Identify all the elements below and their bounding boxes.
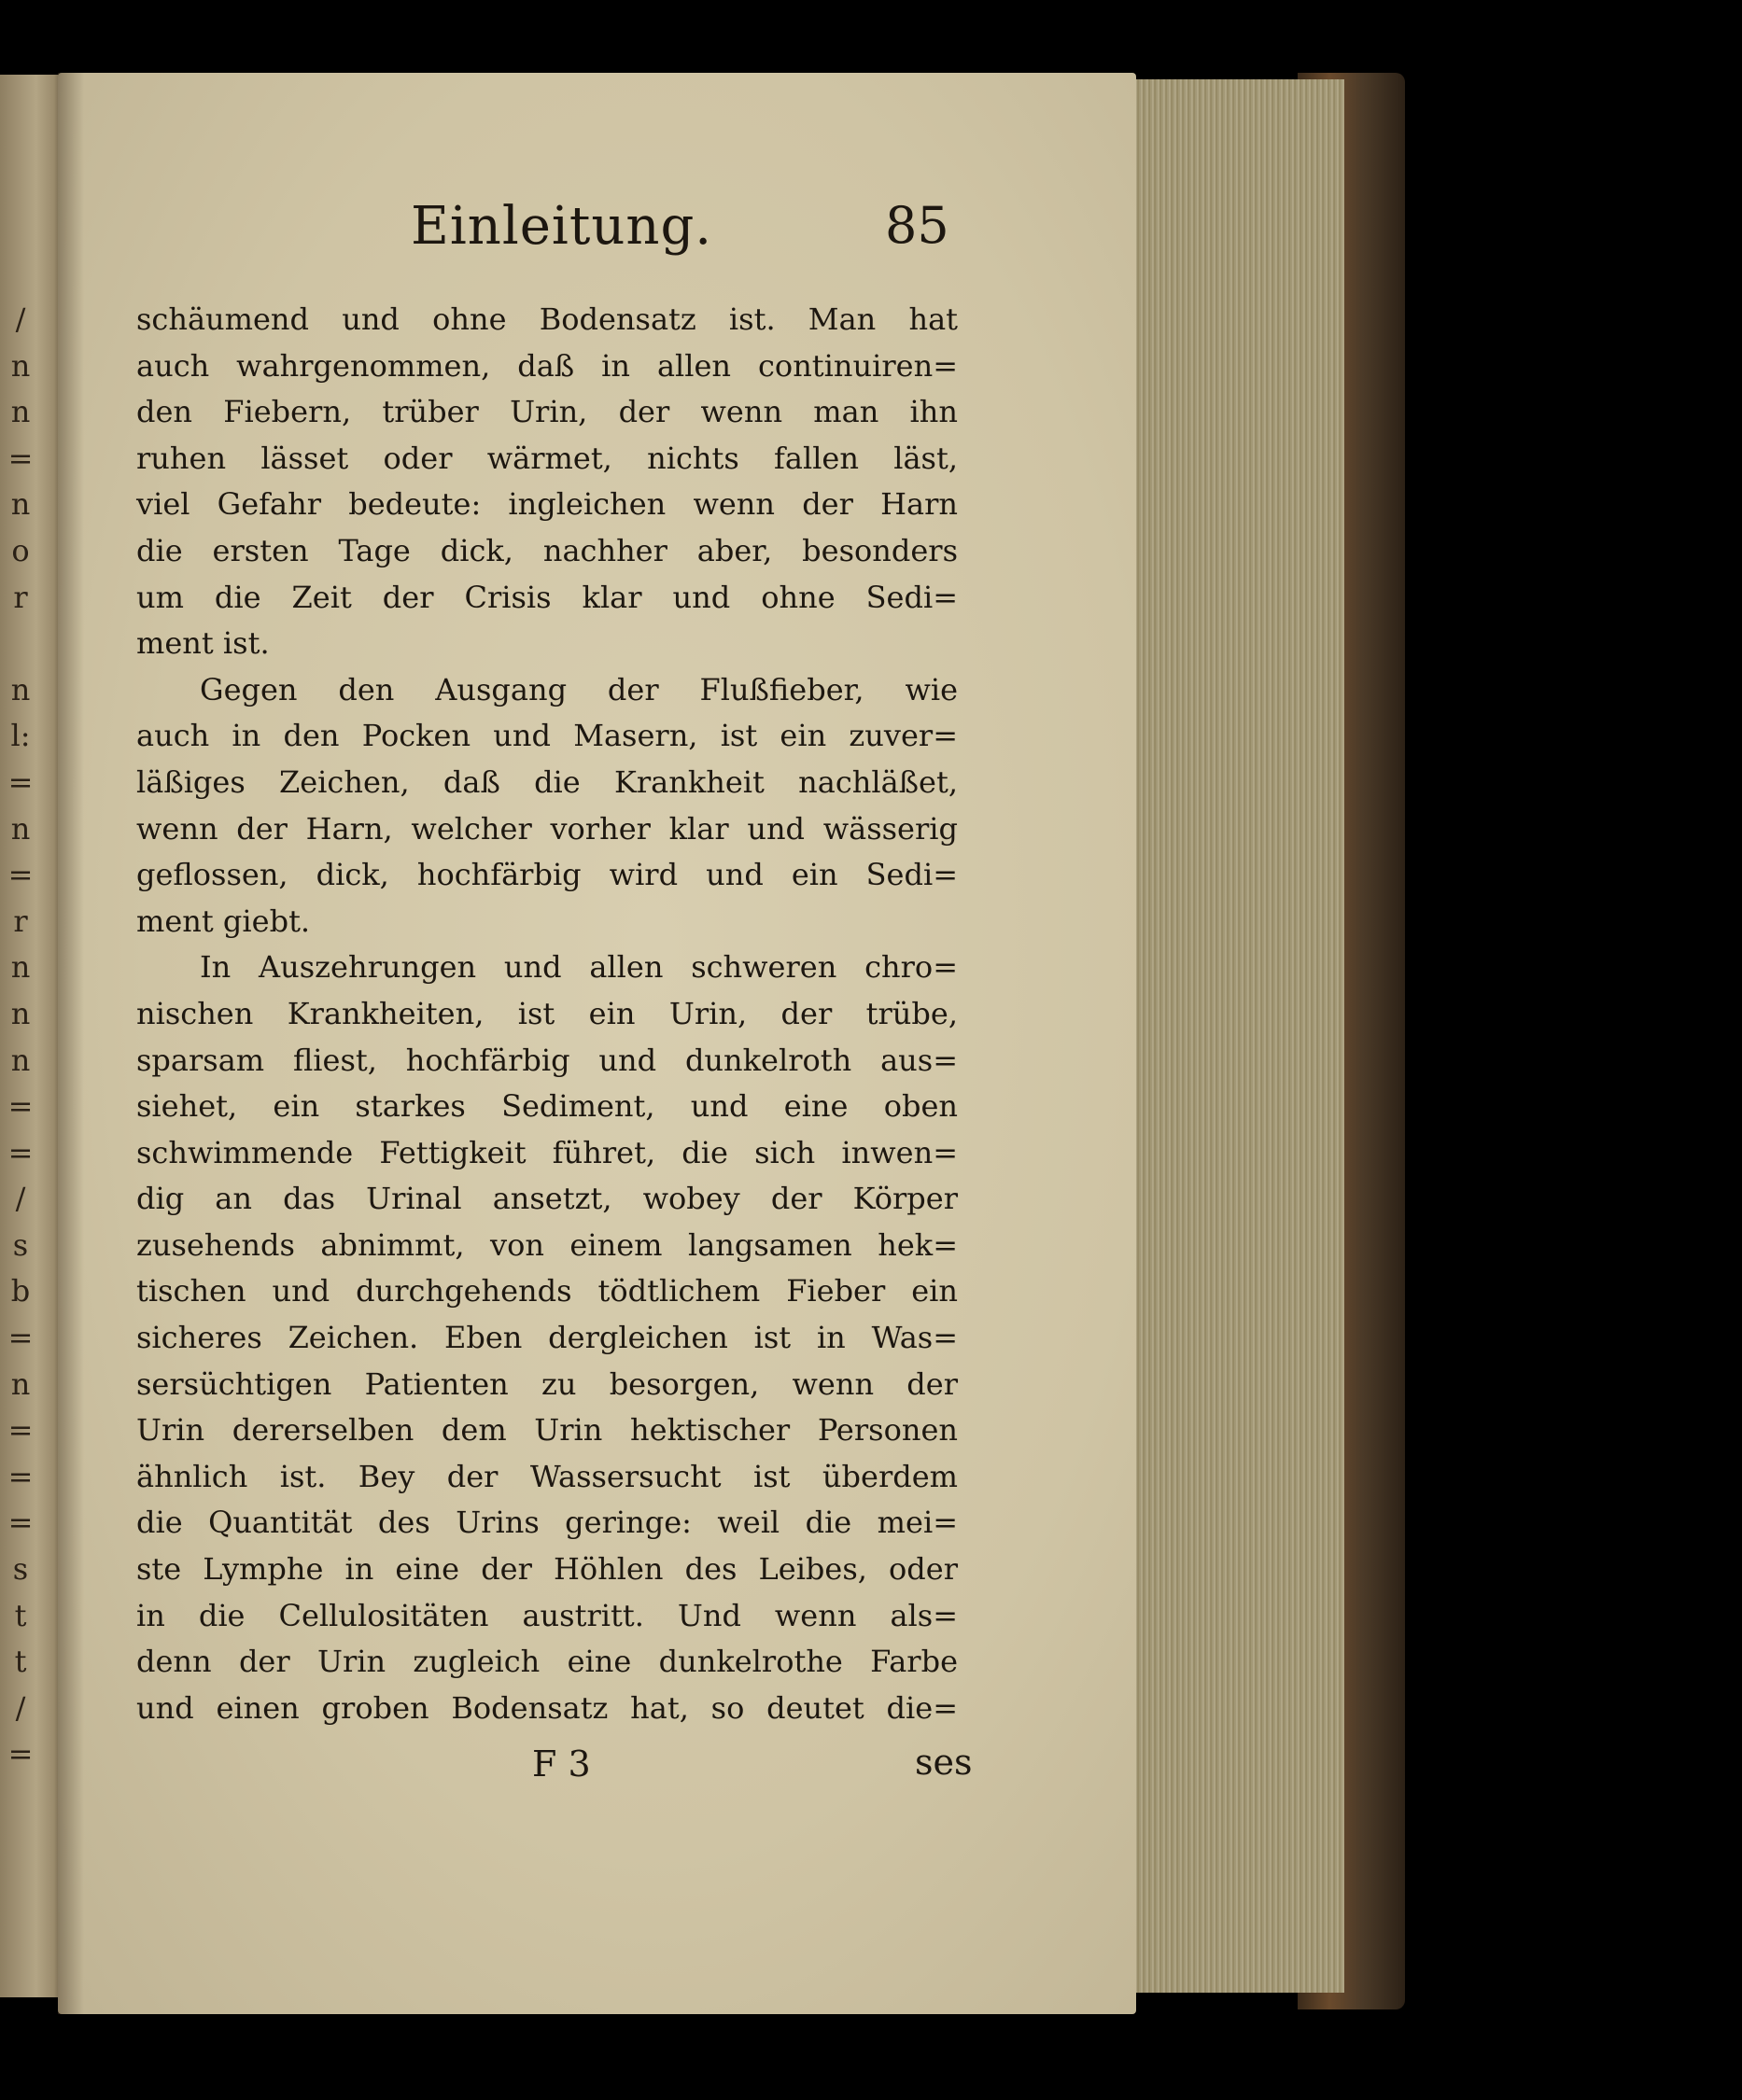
text-line: nischen Krankheiten, ist ein Urin, der trübe, bbox=[136, 995, 958, 1031]
left-page-char: s bbox=[12, 1551, 29, 1588]
gutter-shadow bbox=[58, 73, 84, 2014]
left-page-char: n bbox=[10, 1042, 31, 1078]
left-page-char: / bbox=[15, 1181, 26, 1217]
text-line: die ersten Tage dick, nachher aber, besonders bbox=[136, 532, 958, 568]
left-page-char: l: bbox=[10, 718, 31, 754]
left-page-char: t bbox=[14, 1644, 27, 1680]
text-line: ment ist. bbox=[136, 625, 270, 662]
body-text bbox=[136, 297, 958, 1731]
left-page-char: n bbox=[10, 347, 31, 384]
signature-mark: F 3 bbox=[532, 1743, 591, 1785]
left-page-char: n bbox=[10, 671, 31, 707]
text-line: ähnlich ist. Bey der Wassersucht ist überdem bbox=[136, 1458, 958, 1494]
text-line: Urin dererselben dem Urin hektischer Personen bbox=[136, 1412, 958, 1449]
text-line: Gegen den Ausgang der Flußfieber, wie bbox=[200, 671, 958, 707]
running-head: Einleitung. bbox=[411, 196, 713, 257]
left-page-char: n bbox=[10, 949, 31, 986]
left-page-clipped-text bbox=[2, 297, 39, 1778]
text-line: ment giebt. bbox=[136, 903, 311, 939]
page-block-edge bbox=[1134, 79, 1344, 1993]
left-page-char: n bbox=[10, 810, 31, 847]
text-line: sparsam fliest, hochfärbig und dunkelroth aus= bbox=[136, 1042, 958, 1078]
left-page-char: = bbox=[7, 1320, 34, 1356]
left-page-char: r bbox=[13, 579, 28, 615]
left-page-char: n bbox=[10, 394, 31, 430]
text-line: ste Lymphe in eine der Höhlen des Leibes, oder bbox=[136, 1551, 958, 1588]
text-line: läßiges Zeichen, daß die Krankheit nachläßet, bbox=[136, 763, 958, 800]
left-page-char: s bbox=[12, 1226, 29, 1263]
text-line: den Fiebern, trüber Urin, der wenn man ihn bbox=[136, 394, 958, 430]
text-line: dig an das Urinal ansetzt, wobey der Körper bbox=[136, 1181, 958, 1217]
text-line: tischen und durchgehends tödtlichem Fieber ein bbox=[136, 1273, 958, 1309]
text-line: und einen groben Bodensatz hat, so deutet die= bbox=[136, 1689, 958, 1726]
text-line: um die Zeit der Crisis klar und ohne Sedi= bbox=[136, 579, 958, 615]
left-page-char: = bbox=[7, 1505, 34, 1541]
left-page-char: = bbox=[7, 1458, 34, 1494]
text-line: schäumend und ohne Bodensatz ist. Man hat bbox=[136, 301, 958, 337]
text-line: zusehends abnimmt, von einem langsamen hek= bbox=[136, 1226, 958, 1263]
left-page-char: = bbox=[7, 1088, 34, 1125]
text-line: die Quantität des Urins geringe: weil die mei= bbox=[136, 1505, 958, 1541]
left-page-char: / bbox=[15, 1689, 26, 1726]
text-line: auch in den Pocken und Masern, ist ein zuver= bbox=[136, 718, 958, 754]
left-page-char: = bbox=[7, 857, 34, 893]
left-page-char: = bbox=[7, 440, 34, 476]
text-line: siehet, ein starkes Sediment, und eine oben bbox=[136, 1088, 958, 1125]
text-line: denn der Urin zugleich eine dunkelrothe Farbe bbox=[136, 1644, 958, 1680]
left-page-char: t bbox=[14, 1597, 27, 1633]
page-number: 85 bbox=[885, 196, 949, 255]
text-line: sicheres Zeichen. Eben dergleichen ist in Was= bbox=[136, 1320, 958, 1356]
left-page-char: o bbox=[11, 532, 30, 568]
text-line: geflossen, dick, hochfärbig wird und ein Sedi= bbox=[136, 857, 958, 893]
left-page-char: b bbox=[10, 1273, 31, 1309]
text-line: auch wahrgenommen, daß in allen continuiren= bbox=[136, 347, 958, 384]
text-line: wenn der Harn, welcher vorher klar und wässerig bbox=[136, 810, 958, 847]
left-page-char: n bbox=[10, 1365, 31, 1402]
left-page-char: n bbox=[10, 486, 31, 523]
catchword: ses bbox=[915, 1742, 973, 1783]
left-page-char: r bbox=[13, 903, 28, 939]
left-page-char: = bbox=[7, 1134, 34, 1170]
text-line: sersüchtigen Patienten zu besorgen, wenn der bbox=[136, 1365, 958, 1402]
left-page-char: = bbox=[7, 1736, 34, 1772]
text-line: in die Cellulositäten austritt. Und wenn als= bbox=[136, 1597, 958, 1633]
text-line: In Auszehrungen und allen schweren chro= bbox=[200, 949, 958, 986]
left-page-char: / bbox=[15, 301, 26, 337]
text-line: schwimmende Fettigkeit führet, die sich inwen= bbox=[136, 1134, 958, 1170]
left-page-char bbox=[2, 621, 39, 667]
left-page-char: n bbox=[10, 995, 31, 1031]
left-page-char: = bbox=[7, 763, 34, 800]
text-line: ruhen lässet oder wärmet, nichts fallen läst, bbox=[136, 440, 958, 476]
text-line: viel Gefahr bedeute: ingleichen wenn der Harn bbox=[136, 486, 958, 523]
left-page-char: = bbox=[7, 1412, 34, 1449]
